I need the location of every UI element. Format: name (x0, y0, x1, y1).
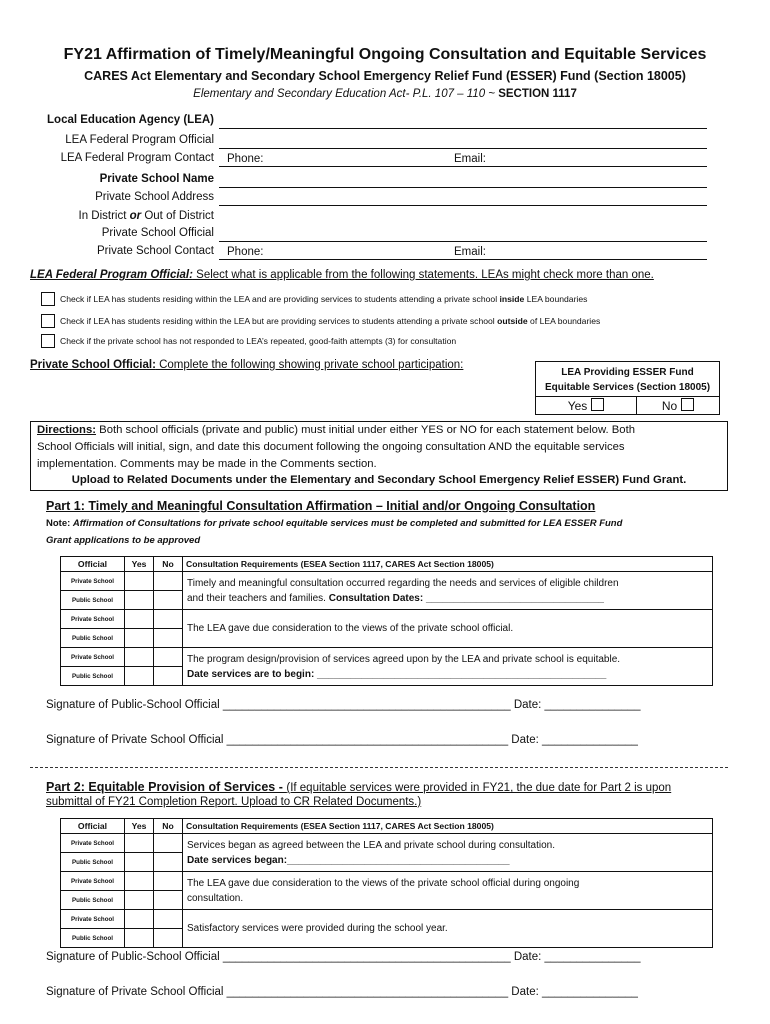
district-in: In District (78, 210, 130, 222)
directions-text-1: Both school officials (private and public) must initial under either YES or NO for each statement below. Both (96, 424, 635, 436)
official-public: Public School (61, 591, 125, 610)
req1-line2 (187, 591, 712, 606)
directions-line-4: Upload to Related Documents under the Elementary and Secondary School Emergency Relief ESSER) Fund Grant. (71, 474, 687, 486)
field-private-school-address (0, 191, 770, 209)
section-divider (30, 767, 728, 768)
col-requirements: Consultation Requirements (ESEA Section 1117, CARES Act Section 18005) (183, 819, 713, 834)
initial-no-public[interactable] (154, 929, 183, 948)
req1-line2-text: and their teachers and families. (187, 592, 329, 604)
official-public: Public School (61, 891, 125, 910)
req3-line2-bold: Date services are to begin: ____________________________________________________ (187, 668, 607, 680)
email-label-2: Email: (454, 246, 486, 258)
table-row (61, 834, 713, 853)
initial-yes-private[interactable] (125, 910, 154, 929)
table-row (61, 872, 713, 891)
field-district (0, 210, 770, 228)
lea-statements-heading (30, 269, 654, 281)
part1-table (60, 556, 713, 686)
part2-heading-rest: (If equitable services were provided in FY21, the due date for Part 2 is upon (286, 782, 672, 794)
table-header (61, 557, 713, 572)
requirement-text (183, 648, 713, 686)
part2-heading-bold: Part 2: Equitable Provision of Services - (46, 780, 287, 794)
initial-yes-public[interactable] (125, 929, 154, 948)
initial-no-public[interactable] (154, 591, 183, 610)
initial-yes-public[interactable] (125, 629, 154, 648)
stmt1-post: LEA boundaries (524, 294, 588, 304)
initial-yes-private[interactable] (125, 572, 154, 591)
field-private-school-official (0, 227, 770, 245)
esser-box-title-1: LEA Providing ESSER Fund (561, 367, 694, 378)
official-public: Public School (61, 853, 125, 872)
table-row (61, 648, 713, 667)
lea-statements-text: Select what is applicable from the following statements. LEAs might check more than one. (192, 269, 654, 281)
part1-note-label: Note: (46, 518, 73, 529)
field-private-school-contact-input[interactable] (219, 259, 707, 260)
table-row (61, 610, 713, 629)
requirement-text: Satisfactory services were provided during the school year. (183, 910, 713, 948)
initial-yes-public[interactable] (125, 853, 154, 872)
initial-no-private[interactable] (154, 872, 183, 891)
part1-signature-public[interactable]: Signature of Public-School Official _____________________________________________ Date: _______________ (46, 699, 641, 711)
directions-box (30, 421, 728, 491)
part2-heading (46, 778, 671, 796)
initial-no-public[interactable] (154, 891, 183, 910)
field-lea (0, 114, 770, 132)
act-line (0, 88, 770, 100)
requirement-text (183, 872, 713, 910)
field-private-school-name (0, 173, 770, 191)
part2-signature-private[interactable]: Signature of Private School Official ____________________________________________ Date: _______________ (46, 986, 638, 998)
field-private-school-name-input[interactable] (219, 187, 707, 188)
stmt2-post: of LEA boundaries (527, 316, 601, 326)
official-private: Private School (61, 910, 125, 929)
act-text: Elementary and Secondary Education Act- P.L. 107 – 110 ~ (193, 88, 499, 100)
part2-heading-2: submittal of FY21 Completion Report. Upload to CR Related Documents.) (46, 796, 422, 808)
req1-line1: Timely and meaningful consultation occurred regarding the needs and services of eligible children (187, 577, 619, 589)
directions-label: Directions: (37, 424, 97, 436)
field-private-school-official-label: Private School Official (101, 227, 214, 239)
col-official: Official (61, 557, 125, 572)
lea-statements-label: LEA Federal Program Official: (30, 269, 193, 281)
requirement-text: The LEA gave due consideration to the views of the private school official. (183, 610, 713, 648)
field-lea-official-label: LEA Federal Program Official (65, 134, 214, 146)
official-public: Public School (61, 667, 125, 686)
initial-yes-private[interactable] (125, 648, 154, 667)
esser-no (637, 397, 719, 415)
field-lea-label: Local Education Agency (LEA) (47, 114, 214, 126)
part1-note-line1: Affirmation of Consultations for private school equitable services must be completed and submitted for LEA ESSER Fund (72, 518, 623, 529)
col-requirements: Consultation Requirements (ESEA Section 1117, CARES Act Section 18005) (183, 557, 713, 572)
req3-line2 (187, 667, 712, 682)
initial-yes-private[interactable] (125, 610, 154, 629)
requirement-text (183, 572, 713, 610)
official-private: Private School (61, 834, 125, 853)
stmt1-pre: Check if LEA has students residing within the LEA and are providing services to students attending a private school (60, 294, 500, 304)
table-row (61, 910, 713, 929)
esser-box-title-2: Equitable Services (Section 18005) (544, 382, 711, 393)
initial-no-private[interactable] (154, 572, 183, 591)
initial-yes-public[interactable] (125, 667, 154, 686)
initial-yes-public[interactable] (125, 891, 154, 910)
initial-no-public[interactable] (154, 667, 183, 686)
email-label: Email: (454, 153, 486, 165)
lea-statement-3-text: Check if the private school has not responded to LEA’s repeated, good-faith attempts (3) for consultation (60, 336, 457, 346)
p2req1-line1: Services began as agreed between the LEA and private school during consultation. (187, 839, 556, 851)
requirement-text (183, 834, 713, 872)
initial-no-public[interactable] (154, 853, 183, 872)
field-lea-official (0, 134, 770, 152)
phone-label: Phone: (227, 153, 264, 165)
stmt2-bold: outside (497, 316, 528, 326)
p2req2-line1: The LEA gave due consideration to the views of the private school official during ongoing (187, 877, 580, 889)
table-row (61, 572, 713, 591)
page-subtitle: CARES Act Elementary and Secondary School Emergency Relief Fund (ESSER) Fund (Section 18005) (84, 69, 686, 83)
p2req1-line2 (187, 853, 712, 868)
stmt1-bold: inside (499, 294, 525, 304)
esser-box (535, 361, 720, 415)
part1-note-2 (46, 535, 200, 546)
district-out: Out of District (141, 210, 214, 222)
lea-statement-1-text (60, 294, 587, 304)
esser-yes (536, 397, 637, 415)
private-school-text: Complete the following showing private school participation: (155, 359, 464, 371)
part2-signature-public[interactable]: Signature of Public-School Official _____________________________________________ Date: _______________ (46, 951, 641, 963)
field-private-school-address-label: Private School Address (95, 191, 214, 203)
esser-no-checkbox[interactable] (681, 398, 694, 411)
field-private-school-address-input[interactable] (219, 205, 707, 206)
district-or: or (129, 210, 142, 222)
checkbox-outside[interactable] (41, 314, 55, 328)
directions-line-3: implementation. Comments may be made in the Comments section. (37, 458, 377, 470)
official-private: Private School (61, 610, 125, 629)
field-lea-input[interactable] (219, 128, 707, 129)
initial-yes-public[interactable] (125, 591, 154, 610)
p2req2-line2: consultation. (187, 892, 244, 904)
initial-yes-private[interactable] (125, 872, 154, 891)
initial-yes-private[interactable] (125, 834, 154, 853)
page-title: FY21 Affirmation of Timely/Meaningful Ongoing Consultation and Equitable Services (63, 46, 707, 63)
initial-no-private[interactable] (154, 910, 183, 929)
official-private: Private School (61, 648, 125, 667)
field-lea-contact (0, 152, 770, 170)
checkbox-no-response[interactable] (41, 334, 55, 348)
field-private-school-official-input[interactable] (219, 241, 707, 242)
checkbox-inside[interactable] (41, 292, 55, 306)
esser-box-title (536, 365, 719, 395)
col-no: No (154, 557, 183, 572)
initial-no-public[interactable] (154, 629, 183, 648)
official-private: Private School (61, 572, 125, 591)
lea-statement-2-text (60, 316, 600, 326)
field-lea-official-input[interactable] (219, 148, 707, 149)
phone-label-2: Phone: (227, 246, 264, 258)
field-private-school-name-label: Private School Name (99, 173, 214, 185)
official-public: Public School (61, 929, 125, 948)
directions-line-2: School Officials will initial, sign, and date this document following the ongoing consultation AND the equitable services (37, 441, 625, 453)
stmt2-pre: Check if LEA has students residing within the LEA but are providing services to students attending a private school (60, 316, 498, 326)
field-district-label (79, 210, 214, 222)
col-official: Official (61, 819, 125, 834)
field-private-school-contact (0, 245, 770, 263)
req1-line2-bold: Consultation Dates: ________________________________ (328, 592, 604, 604)
part2-table (60, 818, 713, 948)
part1-note-line2: Grant applications to be approved (46, 535, 201, 546)
table-header (61, 819, 713, 834)
private-school-heading (30, 359, 463, 371)
field-lea-contact-input[interactable] (219, 166, 707, 167)
esser-no-label: No (661, 399, 678, 413)
col-yes: Yes (125, 819, 154, 834)
initial-no-private[interactable] (154, 610, 183, 629)
field-private-school-contact-label: Private School Contact (97, 245, 214, 257)
private-school-label: Private School Official: (30, 359, 156, 371)
esser-yes-checkbox[interactable] (591, 398, 604, 411)
req3-line1: The program design/provision of services agreed upon by the LEA and private school is equitable. (187, 653, 621, 665)
field-lea-contact-label: LEA Federal Program Contact (60, 152, 214, 164)
part1-heading: Part 1: Timely and Meaningful Consultation Affirmation – Initial and/or Ongoing Consultation (46, 499, 596, 513)
p2req1-line2-bold: Date services began:________________________________________ (187, 854, 510, 866)
col-yes: Yes (125, 557, 154, 572)
col-no: No (154, 819, 183, 834)
initial-no-private[interactable] (154, 648, 183, 667)
initial-no-private[interactable] (154, 834, 183, 853)
section-label: SECTION 1117 (498, 88, 577, 100)
official-public: Public School (61, 629, 125, 648)
part1-note (46, 518, 622, 529)
esser-yes-label: Yes (567, 399, 588, 413)
esser-yes-no (536, 396, 719, 415)
directions-line-1 (37, 424, 635, 436)
part1-signature-private[interactable]: Signature of Private School Official ____________________________________________ Date: _______________ (46, 734, 638, 746)
official-private: Private School (61, 872, 125, 891)
